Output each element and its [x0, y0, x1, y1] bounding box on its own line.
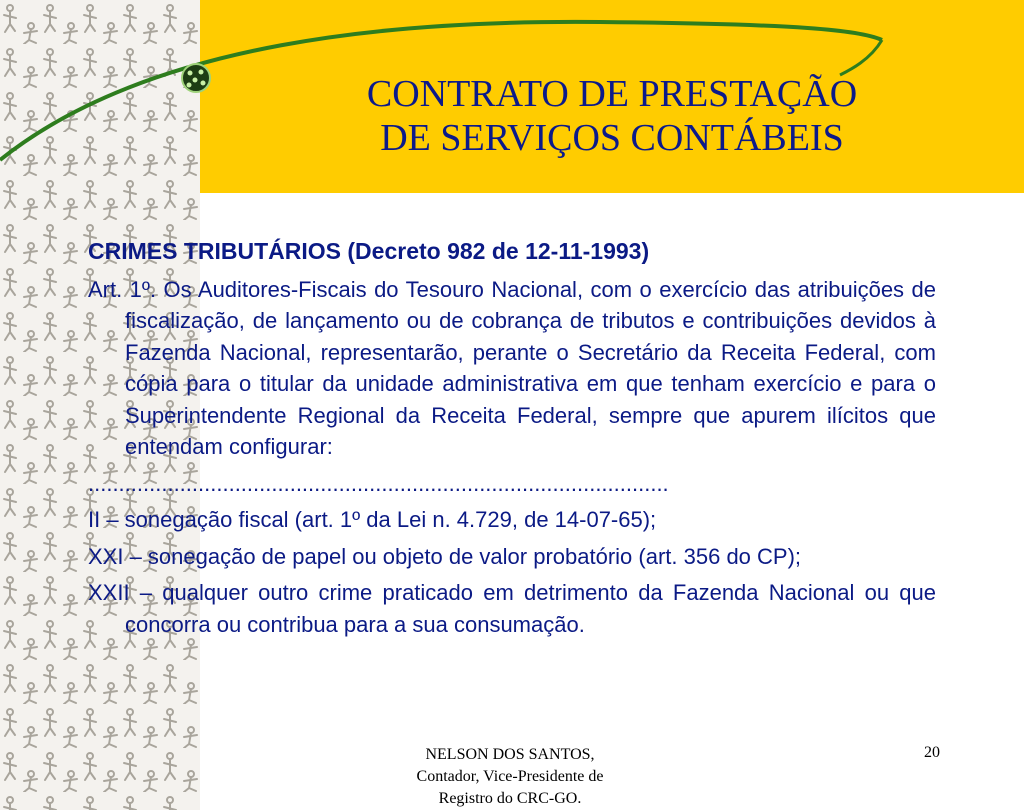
paragraph-item-ii: II – sonegação fiscal (art. 1º da Lei n. 4.729, de 14-07-65); — [88, 507, 657, 532]
title-line-1: CONTRATO DE PRESTAÇÃO — [366, 73, 858, 115]
page-number: 20 — [924, 744, 940, 761]
slide-title — [200, 72, 1024, 160]
footer-line-1: NELSON DOS SANTOS, — [425, 746, 595, 763]
paragraph-art-1: Art. 1º. Os Auditores-Fiscais do Tesouro Nacional, com o exercício das atribuições de fiscalização, de lançamento ou de cobrança de tributos e contribuições devidos à Fazenda Nacional, representarão, perante o Secretário da Receita Federal, com cópia para o titular da unidade administrativa em que tenham exercício e para o Superintendente Regional da Receita Federal, sempre que apurem ilícitos que entendam configurar: — [88, 276, 936, 459]
footer-author — [370, 744, 650, 810]
paragraph-item-xxii: XXII – qualquer outro crime praticado em detrimento da Fazenda Nacional ou que concorra ou contribua para a sua consumação. — [88, 580, 936, 637]
ellipsis-separator: ............................................................................................... — [88, 470, 669, 496]
paragraph-item-xxi: XXI – sonegação de papel ou objeto de valor probatório (art. 356 do CP); — [88, 543, 802, 569]
footer-line-3: Registro do CRC-GO. — [438, 790, 582, 807]
title-line-2: DE SERVIÇOS CONTÁBEIS — [380, 117, 844, 159]
section-heading: CRIMES TRIBUTÁRIOS (Decreto 982 de 12-11-1993) — [88, 238, 650, 264]
slide-body — [88, 236, 936, 645]
footer-line-2: Contador, Vice-Presidente de — [416, 768, 604, 785]
